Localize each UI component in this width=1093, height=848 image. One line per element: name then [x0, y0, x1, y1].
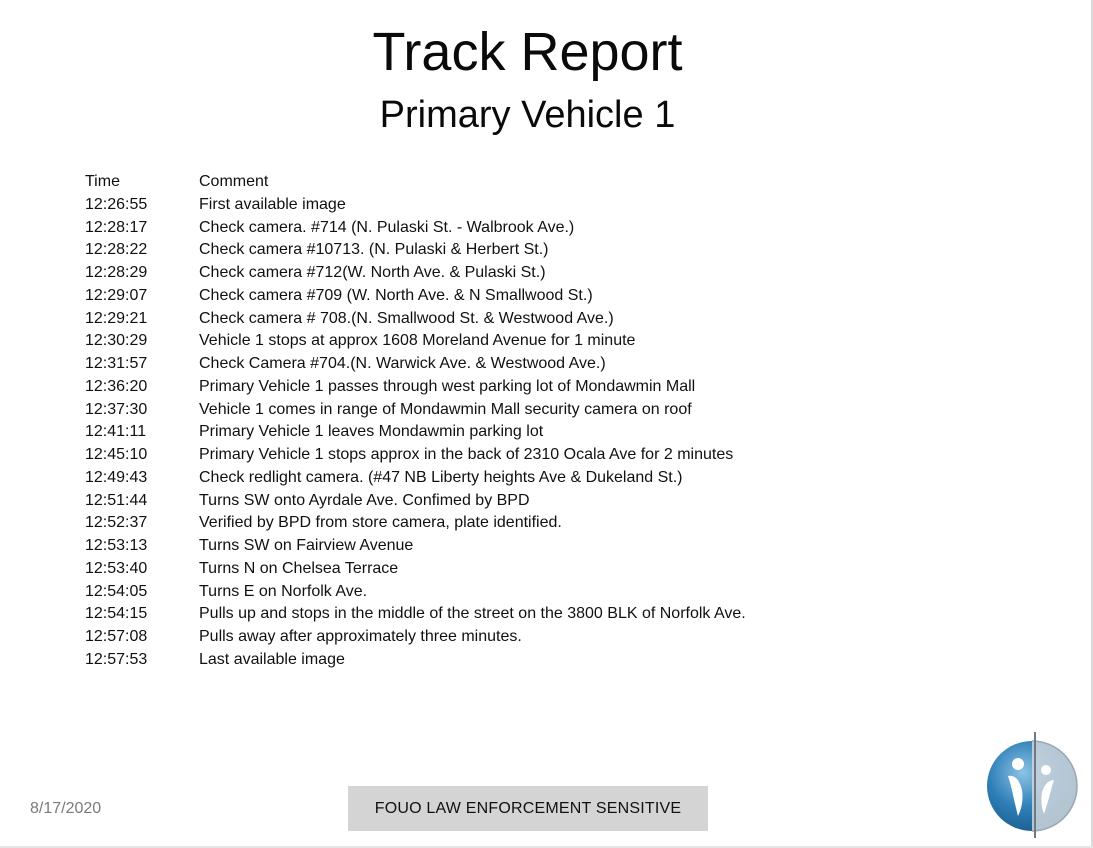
table-row — [85, 262, 985, 285]
comment-cell: Turns N on Chelsea Terrace — [199, 559, 399, 577]
time-cell: 12:57:53 — [85, 650, 148, 668]
table-row — [85, 285, 985, 308]
report-date: 8/17/2020 — [30, 800, 102, 817]
time-cell: 12:28:22 — [85, 241, 148, 259]
classification-banner — [348, 786, 708, 831]
table-row — [85, 399, 985, 422]
table-row — [85, 444, 985, 467]
time-cell: 12:53:13 — [85, 537, 148, 554]
comment-cell: First available image — [199, 195, 346, 213]
time-cell: 12:54:05 — [85, 582, 148, 600]
time-cell: 12:54:15 — [85, 605, 148, 623]
comment-cell: Check camera #10713. (N. Pulaski & Herbert St.) — [199, 241, 549, 259]
time-cell: 12:41:11 — [85, 423, 147, 441]
table-row — [85, 467, 985, 490]
report-title: Track Report — [372, 22, 683, 82]
time-column-header: Time — [85, 173, 120, 190]
time-cell: 12:31:57 — [85, 355, 148, 372]
comment-cell: Primary Vehicle 1 passes through west parking lot of Mondawmin Mall — [199, 377, 696, 395]
table-row — [85, 194, 985, 217]
time-cell: 12:36:20 — [85, 377, 148, 395]
table-row — [85, 581, 985, 604]
table-row — [85, 558, 985, 581]
table-row — [85, 376, 985, 399]
table-row — [85, 512, 985, 535]
comment-cell: Vehicle 1 comes in range of Mondawmin Mall security camera on roof — [199, 400, 692, 418]
table-row — [85, 421, 985, 444]
comment-cell: Primary Vehicle 1 stops approx in the back of 2310 Ocala Ave for 2 minutes — [199, 446, 734, 463]
table-row — [85, 239, 985, 262]
time-cell: 12:30:29 — [85, 332, 148, 350]
comment-cell: Check camera. #714 (N. Pulaski St. - Walbrook Ave.) — [199, 218, 575, 236]
time-cell: 12:37:30 — [85, 400, 148, 418]
table-row — [85, 603, 985, 626]
agency-logo-icon — [982, 730, 1082, 840]
table-row — [85, 330, 985, 353]
table-row — [85, 217, 985, 240]
classification-label: FOUO LAW ENFORCEMENT SENSITIVE — [374, 799, 682, 817]
comment-cell: Check camera # 708.(N. Smallwood St. & Westwood Ave.) — [199, 309, 614, 327]
comment-cell: Check Camera #704.(N. Warwick Ave. & Westwood Ave.) — [199, 355, 606, 372]
time-cell: 12:52:37 — [85, 514, 148, 532]
comment-cell: Primary Vehicle 1 leaves Mondawmin parking lot — [199, 423, 544, 441]
comment-cell: Turns SW onto Ayrdale Ave. Confimed by BPD — [199, 491, 530, 509]
time-cell: 12:29:21 — [85, 309, 148, 327]
comment-cell: Check redlight camera. (#47 NB Liberty heights Ave & Dukeland St.) — [199, 468, 683, 486]
time-cell: 12:26:55 — [85, 195, 148, 213]
table-row — [85, 308, 985, 331]
time-cell: 12:51:44 — [85, 491, 148, 509]
comment-column-header: Comment — [199, 173, 269, 190]
comment-cell: Last available image — [199, 650, 345, 668]
time-cell: 12:29:07 — [85, 286, 148, 304]
time-cell: 12:28:29 — [85, 264, 148, 281]
table-row — [85, 649, 985, 672]
track-log-table — [85, 171, 985, 672]
time-cell: 12:57:08 — [85, 628, 148, 645]
comment-cell: Check camera #709 (W. North Ave. & N Smallwood St.) — [199, 286, 593, 304]
time-cell: 12:45:10 — [85, 446, 148, 463]
table-row — [85, 626, 985, 649]
table-row — [85, 490, 985, 513]
time-cell: 12:49:43 — [85, 468, 148, 486]
comment-cell: Check camera #712(W. North Ave. & Pulaski St.) — [199, 264, 546, 281]
comment-cell: Vehicle 1 stops at approx 1608 Moreland Avenue for 1 minute — [199, 332, 636, 350]
table-row — [85, 535, 985, 558]
table-header-row — [85, 171, 985, 194]
comment-cell: Pulls away after approximately three minutes. — [199, 628, 522, 645]
report-subtitle: Primary Vehicle 1 — [379, 94, 676, 136]
comment-cell: Turns SW on Fairview Avenue — [199, 537, 414, 554]
comment-cell: Pulls up and stops in the middle of the street on the 3800 BLK of Norfolk Ave. — [199, 605, 746, 623]
table-row — [85, 353, 985, 376]
comment-cell: Verified by BPD from store camera, plate identified. — [199, 514, 562, 532]
time-cell: 12:28:17 — [85, 218, 148, 236]
time-cell: 12:53:40 — [85, 559, 148, 577]
comment-cell: Turns E on Norfolk Ave. — [199, 582, 368, 600]
